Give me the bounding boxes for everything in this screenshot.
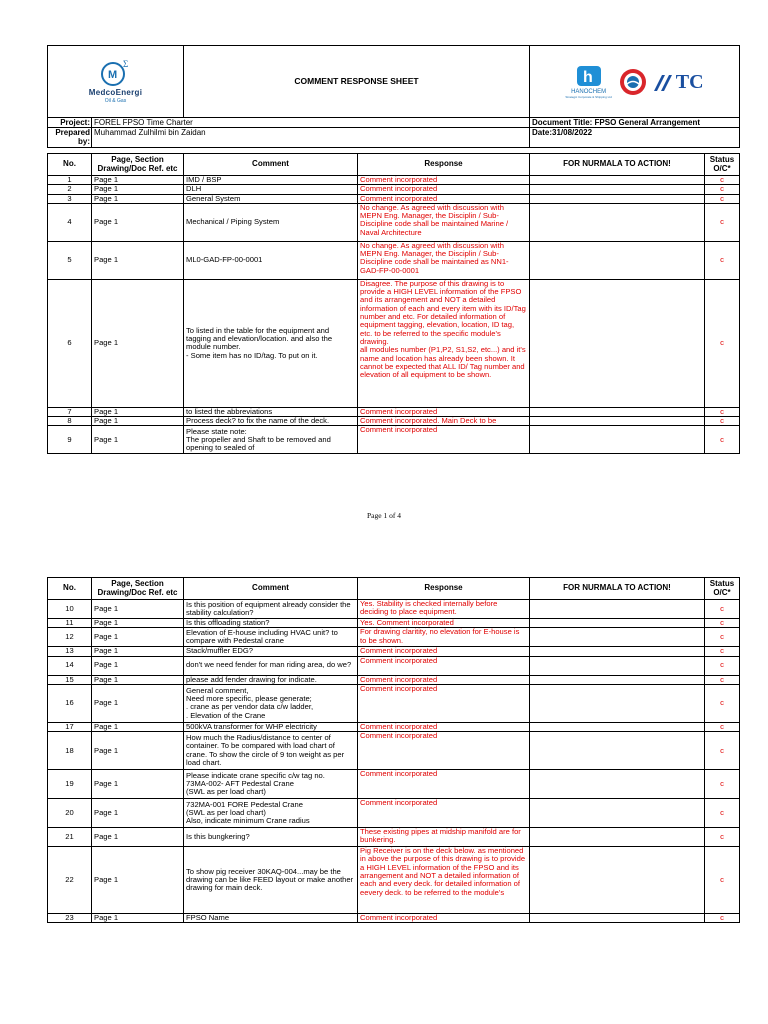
- hanochem-logo: [565, 65, 611, 99]
- col-header-no: No.: [48, 154, 92, 176]
- row-page-ref: Page 1: [92, 241, 184, 279]
- row-comment: Is this position of equipment already consider the stability calculation?: [184, 600, 358, 619]
- row-page-ref: Page 1: [92, 417, 184, 426]
- row-action: [530, 828, 705, 847]
- row-number: 21: [48, 828, 92, 847]
- row-status: c: [705, 732, 740, 770]
- hanochem-logo-icon: [576, 65, 602, 87]
- row-page-ref: Page 1: [92, 722, 184, 731]
- ship-wheel-logo-icon: [618, 67, 648, 97]
- row-action: [530, 914, 705, 923]
- table-row: [48, 203, 740, 241]
- table-row: [48, 799, 740, 828]
- row-page-ref: Page 1: [92, 628, 184, 647]
- row-number: 2: [48, 185, 92, 194]
- row-response: These existing pipes at midship manifold are for bunkering.: [358, 828, 530, 847]
- row-action: [530, 600, 705, 619]
- row-number: 13: [48, 647, 92, 656]
- row-status: c: [705, 675, 740, 684]
- row-status: c: [705, 176, 740, 185]
- table-row: [48, 732, 740, 770]
- row-status: c: [705, 722, 740, 731]
- row-comment: Is this bungkering?: [184, 828, 358, 847]
- company-logo-cell: [48, 46, 184, 118]
- row-action: [530, 203, 705, 241]
- row-number: 16: [48, 684, 92, 722]
- row-action: [530, 675, 705, 684]
- col-header-comment: Comment: [184, 578, 358, 600]
- row-response: No change. As agreed with discussion with MEPN Eng. Manager, the Disciplin / Sub-Discipline code shall be maintained as NN1-GAD-FP-00-0001: [358, 241, 530, 279]
- row-action: [530, 194, 705, 203]
- table-row: [48, 619, 740, 628]
- row-comment: Is this offloading station?: [184, 619, 358, 628]
- svg-text:Σ: Σ: [122, 58, 128, 69]
- row-number: 19: [48, 770, 92, 799]
- row-status: c: [705, 770, 740, 799]
- row-comment: How much the Radius/distance to center of container. To be compared with load chart of crane. To show the circle of 9 ton weight as per load chart.: [184, 732, 358, 770]
- row-page-ref: Page 1: [92, 619, 184, 628]
- table-row: [48, 656, 740, 675]
- project-label: Project:: [48, 118, 92, 128]
- table-row: [48, 722, 740, 731]
- row-action: [530, 799, 705, 828]
- col-header-response: Response: [358, 578, 530, 600]
- row-response: Comment incorporated: [358, 799, 530, 828]
- row-number: 10: [48, 600, 92, 619]
- row-number: 17: [48, 722, 92, 731]
- table-row: [48, 176, 740, 185]
- row-status: c: [705, 619, 740, 628]
- row-number: 22: [48, 847, 92, 914]
- row-action: [530, 770, 705, 799]
- row-number: 14: [48, 656, 92, 675]
- partner-logos-cell: [530, 46, 740, 118]
- table-row: [48, 675, 740, 684]
- row-comment: 500kVA transformer for WHP electricity: [184, 722, 358, 731]
- row-response: Comment incorporated: [358, 176, 530, 185]
- col-header-comment: Comment: [184, 154, 358, 176]
- table-row: [48, 426, 740, 454]
- row-number: 20: [48, 799, 92, 828]
- row-status: c: [705, 847, 740, 914]
- row-page-ref: Page 1: [92, 914, 184, 923]
- row-status: c: [705, 426, 740, 454]
- row-status: c: [705, 647, 740, 656]
- row-page-ref: Page 1: [92, 279, 184, 407]
- row-response: Comment incorporated. Main Deck to be: [358, 417, 530, 426]
- row-action: [530, 647, 705, 656]
- document-title: Document Title: FPSO General Arrangement: [530, 118, 740, 128]
- row-page-ref: Page 1: [92, 647, 184, 656]
- row-action: [530, 176, 705, 185]
- row-status: c: [705, 600, 740, 619]
- row-comment: 732MA-001 FORE Pedestal Crane (SWL as per load chart) Also, indicate minimum Crane radius: [184, 799, 358, 828]
- col-header-page: Page, Section Drawing/Doc Ref. etc: [92, 154, 184, 176]
- row-page-ref: Page 1: [92, 799, 184, 828]
- page-footer: Page 1 of 4: [367, 511, 401, 520]
- row-response: Comment incorporated: [358, 426, 530, 454]
- row-comment: Please indicate crane specific c/w tag no. 73MA-002- AFT Pedestal Crane (SWL as per load chart): [184, 770, 358, 799]
- row-action: [530, 732, 705, 770]
- row-comment: To listed in the table for the equipment and tagging and elevation/location. and also the module number. - Some item has no ID/tag. To put on it.: [184, 279, 358, 407]
- row-status: c: [705, 407, 740, 416]
- row-action: [530, 656, 705, 675]
- row-number: 3: [48, 194, 92, 203]
- tc-logo-icon: [654, 73, 676, 91]
- row-action: [530, 684, 705, 722]
- row-comment: FPSO Name: [184, 914, 358, 923]
- company-logo-sub: Oil & Gas: [104, 97, 127, 104]
- table-row: [48, 279, 740, 407]
- row-response: Comment incorporated: [358, 722, 530, 731]
- row-status: c: [705, 828, 740, 847]
- row-status: c: [705, 194, 740, 203]
- col-header-response: Response: [358, 154, 530, 176]
- row-comment: ML0-GAD-FP-00-0001: [184, 241, 358, 279]
- row-action: [530, 628, 705, 647]
- table-row: [48, 847, 740, 914]
- row-page-ref: Page 1: [92, 600, 184, 619]
- row-comment: Process deck? to fix the name of the deck.: [184, 417, 358, 426]
- table-row: [48, 194, 740, 203]
- row-response: Comment incorporated: [358, 656, 530, 675]
- row-status: c: [705, 914, 740, 923]
- row-number: 18: [48, 732, 92, 770]
- col-header-action: FOR NURMALA TO ACTION!: [530, 154, 705, 176]
- table-row: [48, 185, 740, 194]
- col-header-page: Page, Section Drawing/Doc Ref. etc: [92, 578, 184, 600]
- row-action: [530, 417, 705, 426]
- row-response: Comment incorporated: [358, 647, 530, 656]
- comment-table-page-2: [47, 577, 740, 923]
- row-response: Yes. Comment incorporated: [358, 619, 530, 628]
- project-value: FOREL FPSO Time Charter: [92, 118, 530, 128]
- row-comment: Please state note: The propeller and Shaft to be removed and opening to sealed of: [184, 426, 358, 454]
- row-response: Yes. Stability is checked internally before deciding to place equipment.: [358, 600, 530, 619]
- row-action: [530, 241, 705, 279]
- row-number: 8: [48, 417, 92, 426]
- row-number: 9: [48, 426, 92, 454]
- col-header-action: FOR NURMALA TO ACTION!: [530, 578, 705, 600]
- row-response: Comment incorporated: [358, 684, 530, 722]
- row-action: [530, 619, 705, 628]
- row-number: 6: [48, 279, 92, 407]
- row-comment: General comment, Need more specific, please generate; . crane as per vendor data c/w ladder, . Elevation of the Crane: [184, 684, 358, 722]
- svg-text:M: M: [107, 68, 117, 81]
- tc-logo: [654, 70, 704, 93]
- table-row: [48, 684, 740, 722]
- row-comment: Elevation of E-house including HVAC unit? to compare with Pedestal crane: [184, 628, 358, 647]
- row-page-ref: Page 1: [92, 847, 184, 914]
- document-header: [47, 45, 740, 148]
- row-status: c: [705, 279, 740, 407]
- row-page-ref: Page 1: [92, 426, 184, 454]
- row-page-ref: Page 1: [92, 407, 184, 416]
- row-status: c: [705, 656, 740, 675]
- row-number: 1: [48, 176, 92, 185]
- row-action: [530, 722, 705, 731]
- table-row: [48, 600, 740, 619]
- row-number: 11: [48, 619, 92, 628]
- table-row: [48, 417, 740, 426]
- row-response: For drawing claritity, no elevation for E-house is to be shown.: [358, 628, 530, 647]
- row-comment: Stack/muffler EDG?: [184, 647, 358, 656]
- prepared-value: Muhammad Zulhilmi bin Zaidan: [92, 128, 530, 148]
- hanochem-logo-text: HANOCHEM: [571, 88, 607, 95]
- row-number: 23: [48, 914, 92, 923]
- row-number: 12: [48, 628, 92, 647]
- comment-table-page-1: [47, 153, 740, 454]
- company-logo-text: MedcoEnergi: [88, 87, 143, 97]
- row-page-ref: Page 1: [92, 684, 184, 722]
- row-comment: please add fender drawing for indicate.: [184, 675, 358, 684]
- row-page-ref: Page 1: [92, 770, 184, 799]
- row-number: 15: [48, 675, 92, 684]
- row-page-ref: Page 1: [92, 828, 184, 847]
- row-response: Pig Receiver is on the deck below. as mentioned in above the purpose of this drawing is to provide a HIGH LEVEL information of the FPSO and its arrangement and NOT a detailed information of each and every deck. for detailed information of eevery deck. to be referred to the module's: [358, 847, 530, 914]
- row-response: Comment incorporated: [358, 407, 530, 416]
- row-comment: Mechanical / Piping System: [184, 203, 358, 241]
- row-page-ref: Page 1: [92, 185, 184, 194]
- sheet-title: COMMENT RESPONSE SHEET: [184, 46, 530, 118]
- table-row: [48, 647, 740, 656]
- row-response: Comment incorporated: [358, 185, 530, 194]
- row-status: c: [705, 417, 740, 426]
- row-action: [530, 426, 705, 454]
- row-page-ref: Page 1: [92, 656, 184, 675]
- row-response: Comment incorporated: [358, 675, 530, 684]
- row-status: c: [705, 241, 740, 279]
- table-row: [48, 828, 740, 847]
- row-status: c: [705, 799, 740, 828]
- row-response: Comment incorporated: [358, 194, 530, 203]
- col-header-status: Status O/C*: [705, 578, 740, 600]
- row-comment: General System: [184, 194, 358, 203]
- row-page-ref: Page 1: [92, 732, 184, 770]
- row-response: Disagree. The purpose of this drawing is to provide a HIGH LEVEL information of the FPSO and its arrangement and NOT a detailed information of each and every item with its ID/Tag number and etc. For detailed information of equipment tagging, elevation, location, ID tag, etc. to be referred to the specific module's drawing. all modules number (P1,P2, S1,S2, etc...) and it's name and location has already been shown. It cannot be expected that ALL ID/ Tag number and elevation of all equipment to be shown.: [358, 279, 530, 407]
- table-row: [48, 241, 740, 279]
- table-row: [48, 770, 740, 799]
- table-row: [48, 407, 740, 416]
- row-response: Comment incorporated: [358, 732, 530, 770]
- medco-logo-icon: [86, 58, 146, 88]
- row-page-ref: Page 1: [92, 203, 184, 241]
- row-page-ref: Page 1: [92, 176, 184, 185]
- tc-logo-text: TC: [675, 70, 704, 93]
- row-status: c: [705, 684, 740, 722]
- svg-text:h: h: [582, 68, 593, 86]
- row-response: No change. As agreed with discussion with MEPN Eng. Manager, the Disciplin / Sub-Discipline code shall be maintained Marine / Naval Architecture: [358, 203, 530, 241]
- document-date: Date:31/08/2022: [530, 128, 740, 148]
- row-response: Comment incorporated: [358, 914, 530, 923]
- row-response: Comment incorporated: [358, 770, 530, 799]
- row-status: c: [705, 628, 740, 647]
- table-row: [48, 914, 740, 923]
- row-number: 4: [48, 203, 92, 241]
- row-action: [530, 847, 705, 914]
- row-comment: don't we need fender for man riding area, do we?: [184, 656, 358, 675]
- row-comment: IMD / BSP: [184, 176, 358, 185]
- row-number: 5: [48, 241, 92, 279]
- row-status: c: [705, 185, 740, 194]
- col-header-no: No.: [48, 578, 92, 600]
- table-row: [48, 628, 740, 647]
- hanochem-logo-sub: Strategic Corporate & Shipping Ltd: [565, 94, 612, 99]
- row-comment: To show pig receiver 30KAQ-004...may be the drawing can be like FEED layout or make another drawing for main deck.: [184, 847, 358, 914]
- row-page-ref: Page 1: [92, 194, 184, 203]
- prepared-label: Prepared by:: [48, 128, 92, 148]
- col-header-status: Status O/C*: [705, 154, 740, 176]
- row-action: [530, 185, 705, 194]
- row-comment: DLH: [184, 185, 358, 194]
- row-action: [530, 407, 705, 416]
- row-action: [530, 279, 705, 407]
- row-number: 7: [48, 407, 92, 416]
- row-status: c: [705, 203, 740, 241]
- row-page-ref: Page 1: [92, 675, 184, 684]
- row-comment: to listed the abbreviations: [184, 407, 358, 416]
